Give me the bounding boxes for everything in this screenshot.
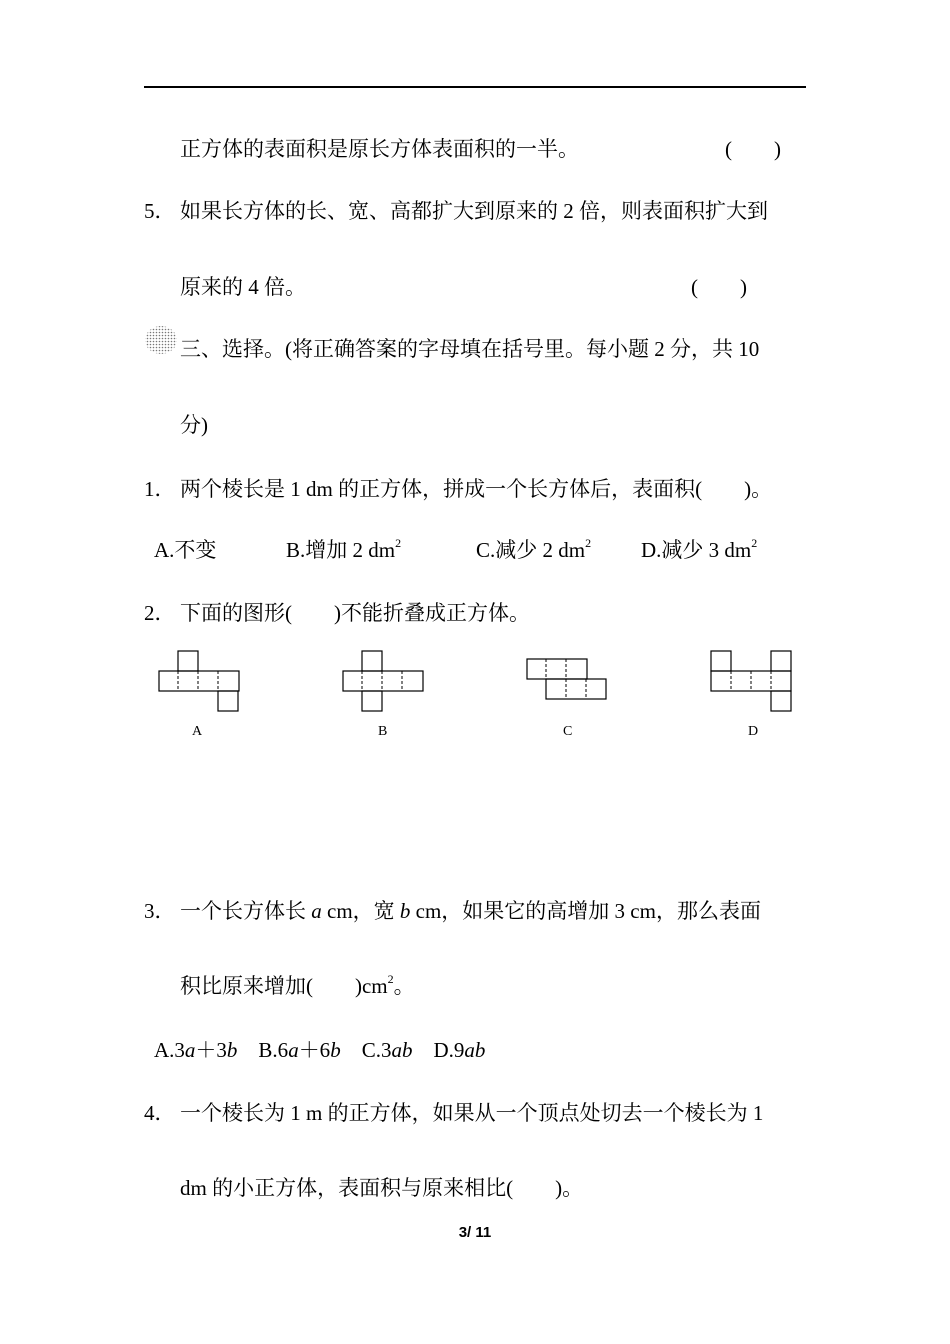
q2-number: 2． bbox=[144, 601, 176, 625]
q1-option-b: B.增加 2 $dm^2$ bbox=[286, 536, 402, 562]
q3-options bbox=[154, 1037, 485, 1063]
cube-net-a bbox=[158, 650, 240, 712]
q1-option-a: A.不变 bbox=[154, 538, 217, 562]
q3-option-b: B.6a＋6b bbox=[258, 1038, 341, 1062]
q2-text: 下面的图形( )不能折叠成正方体。 bbox=[180, 601, 530, 625]
net-label-b: B bbox=[378, 724, 388, 739]
q1-option-c: C.减少 2 $dm^2$ bbox=[476, 536, 592, 562]
q4-line1: 一个棱长为 1 m 的正方体，如果从一个顶点处切去一个棱长为 1 bbox=[180, 1101, 764, 1125]
q3-option-d: D.9ab bbox=[433, 1038, 486, 1062]
section-ornament-icon bbox=[143, 322, 179, 358]
q1-number: 1． bbox=[144, 477, 176, 501]
net-label-a: A bbox=[192, 724, 203, 739]
item5-line2: 原来的 4 倍。 bbox=[180, 275, 306, 299]
page-number: 3/ 11 bbox=[458, 1224, 492, 1241]
q3-option-c: C.3ab bbox=[361, 1038, 413, 1062]
prev-item-line2: 正方体的表面积是原长方体表面积的一半。 bbox=[180, 137, 579, 161]
q4-line2: dm 的小正方体，表面积与原来相比( )。 bbox=[180, 1176, 584, 1200]
q1-text: 两个棱长是 1 dm 的正方体，拼成一个长方体后，表面积( )。 bbox=[180, 477, 773, 501]
item5-answer-paren: ( ) bbox=[691, 275, 747, 299]
q3-option-a: A.3a＋3b bbox=[154, 1038, 238, 1062]
section3-heading-line2: 分) bbox=[180, 413, 208, 437]
prev-item-answer-paren: ( ) bbox=[725, 137, 781, 161]
q4-number: 4． bbox=[144, 1101, 176, 1125]
cube-net-b bbox=[342, 650, 424, 712]
q1-option-d: D.减少 3 $dm^2$ bbox=[641, 536, 758, 562]
q3-number: 3． bbox=[144, 899, 176, 923]
item5-line1: 如果长方体的长、宽、高都扩大到原来的 2 倍，则表面积扩大到 bbox=[180, 199, 768, 223]
cube-net-d bbox=[710, 650, 792, 712]
section3-heading-line1: 三、选择。(将正确答案的字母填在括号里。每小题 2 分，共 10 bbox=[180, 337, 760, 361]
header-rule bbox=[144, 86, 806, 88]
q3-line2: 积比原来增加( )$cm^2$。 bbox=[180, 972, 415, 998]
cube-net-c bbox=[526, 658, 608, 702]
net-label-c: C bbox=[563, 724, 573, 739]
item5-number: 5． bbox=[144, 199, 176, 223]
net-label-d: D bbox=[748, 724, 759, 739]
q3-line1: 一个长方体长 a cm，宽 b cm，如果它的高增加 3 cm，那么表面 bbox=[180, 899, 761, 923]
